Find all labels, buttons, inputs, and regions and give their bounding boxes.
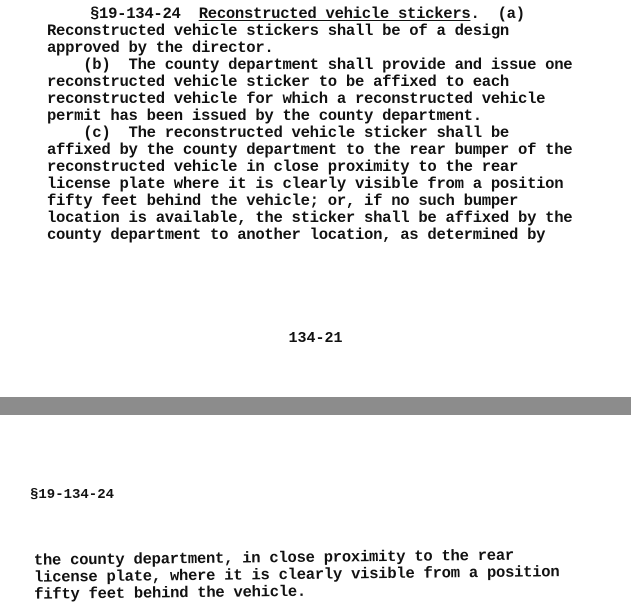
text-line: license plate where it is clearly visible from a position bbox=[47, 175, 564, 193]
text-line: reconstructed vehicle in close proximity to the rear bbox=[47, 158, 519, 176]
text-line: (b) The county department shall provide and issue one bbox=[47, 56, 573, 74]
text-line: Reconstructed vehicle stickers shall be of a design bbox=[47, 22, 509, 40]
text-line: approved by the director. bbox=[47, 39, 274, 57]
text-line: reconstructed vehicle sticker to be affixed to each bbox=[47, 73, 509, 91]
text-line: reconstructed vehicle for which a reconstructed vehicle bbox=[47, 90, 546, 108]
page-divider bbox=[0, 397, 631, 415]
page-number: 134-21 bbox=[288, 330, 343, 347]
section-title: Reconstructed vehicle stickers bbox=[198, 5, 471, 23]
text-line: fifty feet behind the vehicle. bbox=[34, 582, 307, 604]
text-line: affixed by the county department to the rear bumper of the bbox=[47, 141, 573, 159]
text-line: license plate, where it is clearly visible from a position bbox=[33, 563, 560, 587]
text-line: (c) The reconstructed vehicle sticker shall be bbox=[47, 124, 509, 142]
text-line: location is available, the sticker shall be affixed by the bbox=[47, 209, 573, 227]
text-line: county department to another location, as determined by bbox=[47, 226, 546, 244]
text-line: fifty feet behind the vehicle; or, if no such bumper bbox=[47, 192, 519, 210]
text-line: permit has been issued by the county department. bbox=[47, 107, 482, 125]
section-heading-line bbox=[90, 6, 525, 23]
section-number: §19-134-24 bbox=[90, 5, 181, 23]
section-heading-tail: . (a) bbox=[470, 5, 525, 23]
page-header: §19-134-24 bbox=[30, 487, 115, 503]
text-line: the county department, in close proximity to the rear bbox=[33, 546, 515, 570]
